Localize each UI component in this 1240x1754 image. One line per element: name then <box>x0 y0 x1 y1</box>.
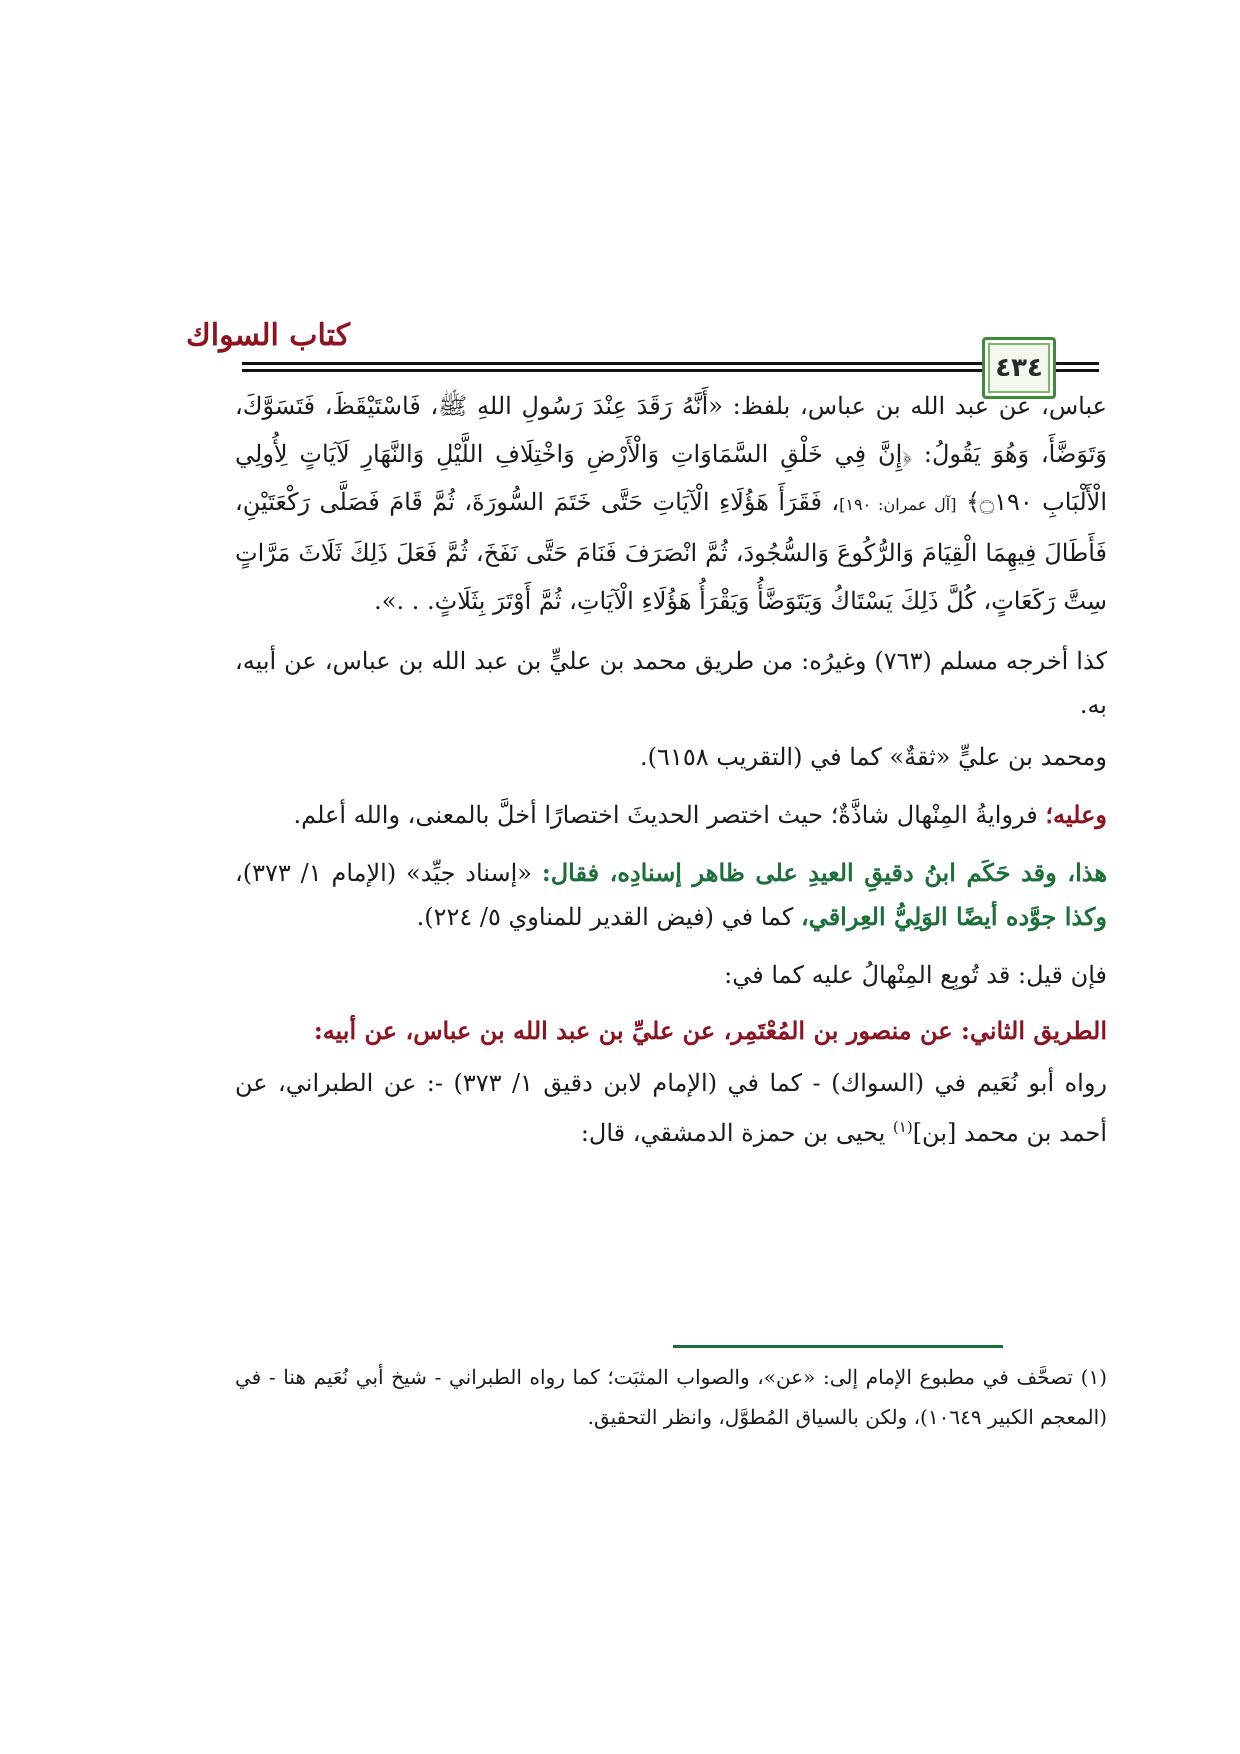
grading-highlight-1: هذا، وقد حَكَم ابنُ دقيقِ العيدِ على ظاهر إسنادِه، فقال: <box>541 858 1107 887</box>
footnote-marker: (١) <box>892 1118 913 1136</box>
grading-text-2: كما في (فيض القدير للمناوي ٥/ ٢٢٤). <box>416 903 801 931</box>
grading-paragraph <box>235 851 1107 939</box>
narrator-note: ومحمد بن عليٍّ «ثقةٌ» كما في (التقريب ٦١٥٨). <box>640 743 1107 771</box>
main-text <box>235 382 1107 1155</box>
riwaya-paragraph <box>235 1061 1107 1155</box>
conclusion-text: فروايةُ المِنْهال شاذَّةٌ؛ حيث اختصر الحديثَ اختصارًا أخلَّ بالمعنى، والله أعلم. <box>293 801 1046 829</box>
footnote-separator <box>673 1345 1003 1348</box>
page-number: ٤٣٤ <box>995 353 1043 383</box>
takhrij-paragraph: كذا أخرجه مسلم (٧٦٣) وغيرُه: من طريق محمد بن عليٍّ بن عبد الله بن عباس، عن أبيه، به. <box>235 647 1107 719</box>
header-rule-bottom <box>242 369 1085 372</box>
header-rule-right-top <box>1058 362 1099 365</box>
conclusion-lead: وعليه؛ <box>1045 800 1107 829</box>
riwaya-text-start: رواه أبو نُعَيم في (السواك) - كما في (الإمام لابن دقيق ١/ ٣٧٣) -: عن الطبراني، عن أحمد بن محمد [بن] <box>235 1069 1107 1147</box>
objection-paragraph: فإن قيل: قد تُوبِع المِنْهالُ عليه كما في: <box>724 961 1107 989</box>
riwaya-text-end: يحيى بن حمزة الدمشقي، قال: <box>580 1119 893 1147</box>
book-title: كتاب السواك <box>186 318 350 353</box>
hadith-text-start: عباس، عن عبد الله بن عباس، بلفظ: «أَنَّهُ رَقَدَ عِنْدَ رَسُولِ اللهِ ﷺ، فَاسْتَيْقَظَ، فَتَسَوَّكَ، وَتَوَضَّأَ، وَهُوَ يَقُولُ: <box>235 392 1107 468</box>
header-rule-top <box>242 362 1085 365</box>
footnote <box>235 1357 1107 1437</box>
footnote-number: (١) <box>1080 1365 1107 1389</box>
grading-text-1: «إسناد جيِّد» (الإمام ١/ ٣٧٣)، <box>235 859 542 887</box>
grading-highlight-2: وكذا جوَّده أيضًا الوَلِيُّ العِراقي، <box>800 902 1107 931</box>
quran-reference: [آل عمران: ١٩٠] <box>839 495 957 514</box>
hadith-paragraph <box>235 382 1107 625</box>
quran-verse: ﴿إِنَّ فِي خَلْقِ السَّمَاوَاتِ وَالْأَرْضِ وَاخْتِلَافِ اللَّيْلِ وَالنَّهَارِ لَآيَاتٍ لِأُولِي الْأَلْبَابِ ۝١٩٠﴾ <box>235 440 1107 516</box>
header-rule-right-bottom <box>1058 369 1099 372</box>
hadith-text-rest: ، فَقَرَأَ هَؤُلَاءِ الْآيَاتِ حَتَّى خَتَمَ السُّورَةَ، ثُمَّ قَامَ فَصَلَّى رَكْعَتَيْنِ، فَأَطَالَ فِيهِمَا الْقِيَامَ وَالرُّكُوعَ وَالسُّجُودَ، ثُمَّ انْصَرَفَ فَنَامَ حَتَّى نَفَخَ، ثُمَّ فَعَلَ ذَلِكَ ثَلَاثَ مَرَّاتٍ سِتَّ رَكَعَاتٍ، كُلَّ ذَلِكَ يَسْتَاكُ وَيَتَوَضَّأُ وَيَقْرَأُ هَؤُلَاءِ الْآيَاتِ، ثُمَّ أَوْتَرَ بِثَلَاثٍ. . .». <box>235 488 1107 615</box>
section-heading: الطريق الثاني: عن منصور بن المُعْتَمِر، عن عليِّ بن عبد الله بن عباس، عن أبيه: <box>313 1016 1107 1045</box>
footnote-text: تصحَّف في مطبوع الإمام إلى: «عن»، والصواب المثبَت؛ كما رواه الطبراني - شيخ أبي نُعَيم هنا - في (المعجم الكبير ١٠٦٤٩)، ولكن بالسياق المُطوَّل، وانظر التحقيق. <box>235 1365 1107 1429</box>
footnote-paragraph <box>235 1357 1107 1437</box>
conclusion-paragraph <box>235 793 1107 837</box>
